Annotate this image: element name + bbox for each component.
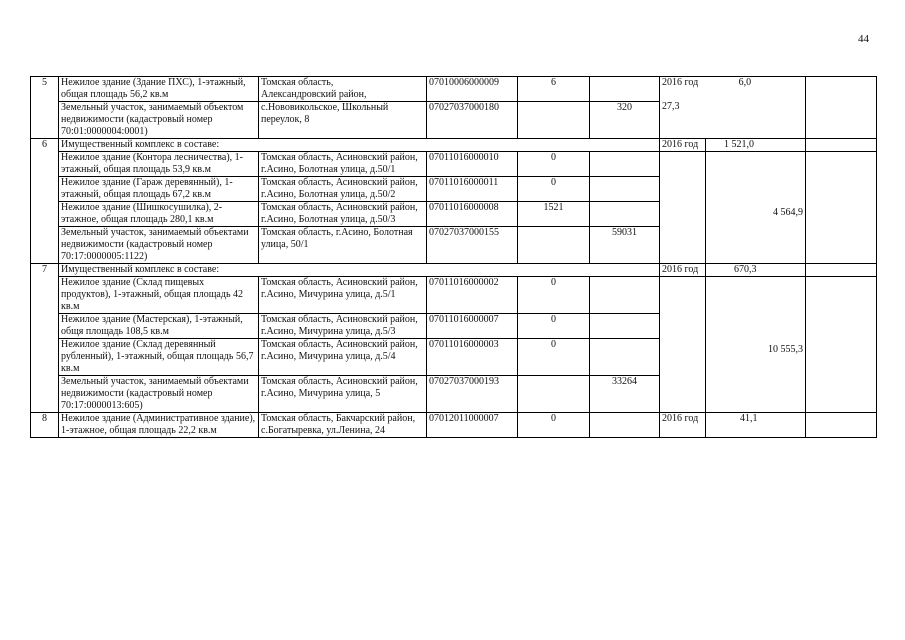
object-address: Томская область, Асиновский район, г.Асино, Мичурина улица, д.5/1 <box>259 277 427 314</box>
registry-code: 07011016000011 <box>427 177 518 202</box>
object-name: Нежилое здание (Здание ПХС), 1-этажный, общая площадь 56,2 кв.м <box>59 77 259 102</box>
object-address: Томская область, Асиновский район, г.Асино, Мичурина улица, д.5/4 <box>259 339 427 376</box>
total-value: 1 521,0 <box>706 139 806 152</box>
object-value: 1521 <box>518 202 590 227</box>
row-number: 5 <box>31 77 59 139</box>
object-name: Нежилое здание (Мастерская), 1-этажный, общя площадь 108,5 кв.м <box>59 314 259 339</box>
land-cost: 27,3 <box>662 101 680 112</box>
object-value: 0 <box>518 413 590 438</box>
table-row <box>31 277 877 314</box>
object-value: 0 <box>518 277 590 314</box>
object-name: Нежилое здание (Шишкосушилка), 2-этажное, общая площадь 280,1 кв.м <box>59 202 259 227</box>
object-value: 0 <box>518 339 590 376</box>
object-value: 6 <box>518 77 590 102</box>
table-row <box>31 264 877 277</box>
registry-code: 07010006000009 <box>427 77 518 102</box>
total-value: 670,3 <box>706 264 806 277</box>
object-name: Нежилое здание (Склад пищевых продуктов), 1-этажный, общая площадь 42 кв.м <box>59 277 259 314</box>
object-address: Томская область, Асиновский район, г.Асино, Мичурина улица, д.5/3 <box>259 314 427 339</box>
table-row <box>31 152 877 177</box>
land-area: 320 <box>590 102 660 139</box>
privatization-year: 2016 год <box>660 139 706 152</box>
registry-code: 07012011000007 <box>427 413 518 438</box>
object-address: Томская область, Асиновский район, г.Асино, Болотная улица, д.50/2 <box>259 177 427 202</box>
object-address: с.Нововикольское, Школьный переулок, 8 <box>259 102 427 139</box>
object-name: Нежилое здание (Административное здание), 1-этажное, общая площадь 22,2 кв.м <box>59 413 259 438</box>
table-row <box>31 413 877 438</box>
registry-code: 07011016000007 <box>427 314 518 339</box>
total-value: 41,1 <box>706 413 806 438</box>
row-number: 8 <box>31 413 59 438</box>
land-area: 33264 <box>590 376 660 413</box>
object-name: Земельный участок, занимаемый объектом недвижимости (кадастровый номер 70:01:0000004:0001) <box>59 102 259 139</box>
registry-code: 07011016000010 <box>427 152 518 177</box>
row-number: 7 <box>31 264 59 413</box>
page-number: 44 <box>858 33 869 45</box>
table-row <box>31 139 877 152</box>
object-name: Нежилое здание (Склад деревянный рубленный), 1-этажный, общая площадь 56,7 кв.м <box>59 339 259 376</box>
land-cost: 10 555,3 <box>706 277 806 413</box>
registry-code: 07011016000003 <box>427 339 518 376</box>
total-value: 6,0 <box>738 77 752 88</box>
row-number: 6 <box>31 139 59 264</box>
year-total-cell <box>660 77 806 139</box>
object-name: Нежилое здание (Гараж деревянный), 1-этажный, общая площадь 67,2 кв.м <box>59 177 259 202</box>
object-address: Томская область, Асиновский район, г.Асино, Болотная улица, д.50/1 <box>259 152 427 177</box>
object-address: Томская область, Асиновский район, г.Асино, Мичурина улица, 5 <box>259 376 427 413</box>
object-address: Томская область, г.Асино, Болотная улица, 50/1 <box>259 227 427 264</box>
land-area: 59031 <box>590 227 660 264</box>
registry-code: 07027037000155 <box>427 227 518 264</box>
object-address: Томская область, Бакчарский район, с.Богатыревка, ул.Ленина, 24 <box>259 413 427 438</box>
privatization-year: 2016 год <box>660 264 706 277</box>
object-value: 0 <box>518 152 590 177</box>
object-address: Томская область, Александровский район, <box>259 77 427 102</box>
property-table <box>30 76 877 438</box>
registry-code: 07027037000180 <box>427 102 518 139</box>
object-value: 0 <box>518 177 590 202</box>
complex-heading: Имущественный комплекс в составе: <box>59 264 660 277</box>
object-name: Земельный участок, занимаемый объектами недвижимости (кадастровый номер 70:17:0000005:1122) <box>59 227 259 264</box>
object-name: Нежилое здание (Контора лесничества), 1-этажный, общая площадь 53,9 кв.м <box>59 152 259 177</box>
privatization-year: 2016 год <box>660 413 706 438</box>
object-value: 0 <box>518 314 590 339</box>
registry-code: 07011016000002 <box>427 277 518 314</box>
object-name: Земельный участок, занимаемый объектами недвижимости (кадастровый номер 70:17:0000013:605) <box>59 376 259 413</box>
land-cost: 4 564,9 <box>706 152 806 264</box>
complex-heading: Имущественный комплекс в составе: <box>59 139 660 152</box>
object-address: Томская область, Асиновский район, г.Асино, Болотная улица, д.50/3 <box>259 202 427 227</box>
table-row <box>31 77 877 102</box>
registry-code: 07011016000008 <box>427 202 518 227</box>
privatization-year: 2016 год <box>662 77 699 88</box>
registry-code: 07027037000193 <box>427 376 518 413</box>
